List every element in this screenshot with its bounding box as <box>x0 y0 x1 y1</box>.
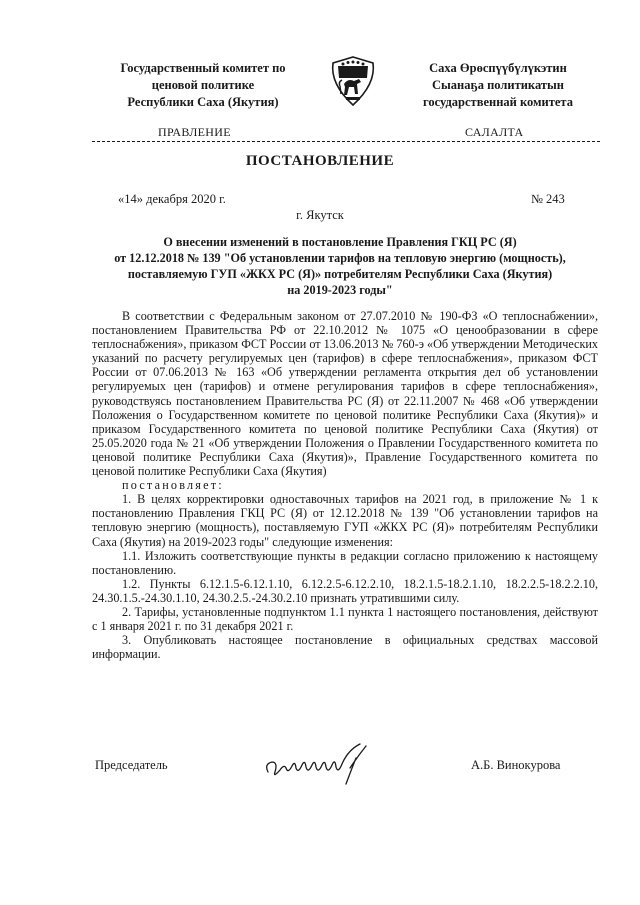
board-label-sah: САЛАЛТА <box>465 125 524 139</box>
decree-word: постановляет: <box>122 478 224 493</box>
document-body <box>92 309 598 661</box>
issuer-sah-line: Саха Өрөспүүбүлүкэтин <box>429 61 567 75</box>
signatory-title: Председатель <box>95 758 168 772</box>
issuer-ru-line: ценовой политике <box>151 78 255 92</box>
issuer-sah <box>388 60 608 111</box>
handwritten-signature <box>262 738 382 788</box>
signatory-name: А.Б. Винокурова <box>471 758 561 772</box>
issuer-ru-line: Государственный комитет по <box>120 61 286 75</box>
document-city: г. Якутск <box>296 208 344 222</box>
document-subject <box>90 234 590 298</box>
issuer-sah-line: государственнай комитета <box>423 95 573 109</box>
subject-line: О внесении изменений в постановление Правления ГКЦ РС (Я) <box>163 235 517 249</box>
document-title: ПОСТАНОВЛЕНИЕ <box>245 153 395 169</box>
issuer-sah-line: Сыанаҕа политикатын <box>432 78 564 92</box>
subject-line: на 2019-2023 годы" <box>287 283 393 297</box>
issuer-ru <box>98 60 308 111</box>
issuer-ru-line: Республики Саха (Якутия) <box>127 95 279 109</box>
preamble-paragraph: В соответствии с Федеральным законом от 27.07.2010 № 190-ФЗ «О теплоснабжении», постановлением Правительства РФ от 22.10.2012 № 1075 «О ценообразовании в сфере теплоснабжения», приказом ФСТ России от 13.06.2013 № 760-э «Об утверждении Методических указаний по расчету регулируемых цен (тарифов) в сфере теплоснабжения», приказом ФСТ России от 07.06.2013 № 163 «Об утверждении регламента открытия дел об установлении регулируемых цен (тарифов) и отмене регулирования тарифов в сфере теплоснабжения», руководствуясь постановлением Правительства РС (Я) от 22.11.2007 № 468 «Об утверждении Положения о Государственном комитете по ценовой политике Республики Саха (Якутия)» и приказом Государственного комитета по ценовой политике Республики Саха (Якутия) от 25.05.2020 года № 21 «Об утверждении Положения о Правлении Государственного комитета по ценовой политике Республики Саха (Якутия)», Правление Государственного комитета по ценовой политике Республики Саха (Якутия) <box>92 309 598 479</box>
document-date: «14» декабря 2020 г. <box>118 192 226 206</box>
document-number: № 243 <box>531 192 565 206</box>
board-label-ru: ПРАВЛЕНИЕ <box>158 125 231 139</box>
item-1: 1. В целях корректировки одноставочных тарифов на 2021 год, в приложение № 1 к постановлению Правления ГКЦ РС (Я) от 12.12.2018 № 139 "Об установлении тарифов на тепловую энергию (мощность), поставляемую ГУП «ЖКХ РС (Я)» потребителям Республики Саха (Якутия) на 2019-2023 годы" следующие изменения: <box>92 492 598 549</box>
item-3: 3. Опубликовать настоящее постановление в официальных средствах массовой информации. <box>92 633 598 662</box>
item-2: 2. Тарифы, установленные подпунктом 1.1 пункта 1 настоящего постановления, действуют с 1 января 2021 г. по 31 декабря 2021 г. <box>92 604 598 634</box>
item-1-1: 1.1. Изложить соответствующие пункты в редакции согласно приложению к настоящему постановлению. <box>92 548 598 577</box>
item-1-2: 1.2. Пункты 6.12.1.5-6.12.1.10, 6.12.2.5-6.12.2.10, 18.2.1.5-18.2.1.10, 18.2.2.5-18.2.2.10, 24.30.1.5.-24.30.1.10, 24.30.2.5.-24.30.2.10 признать утратившими силу. <box>92 576 598 605</box>
coat-of-arms-icon <box>326 54 380 108</box>
subject-line: от 12.12.2018 № 139 "Об установлении тарифов на тепловую энергию (мощность), <box>114 251 566 265</box>
header-divider <box>92 141 600 142</box>
subject-line: поставляемую ГУП «ЖКХ РС (Я)» потребителям Республики Саха (Якутия) <box>127 267 553 281</box>
